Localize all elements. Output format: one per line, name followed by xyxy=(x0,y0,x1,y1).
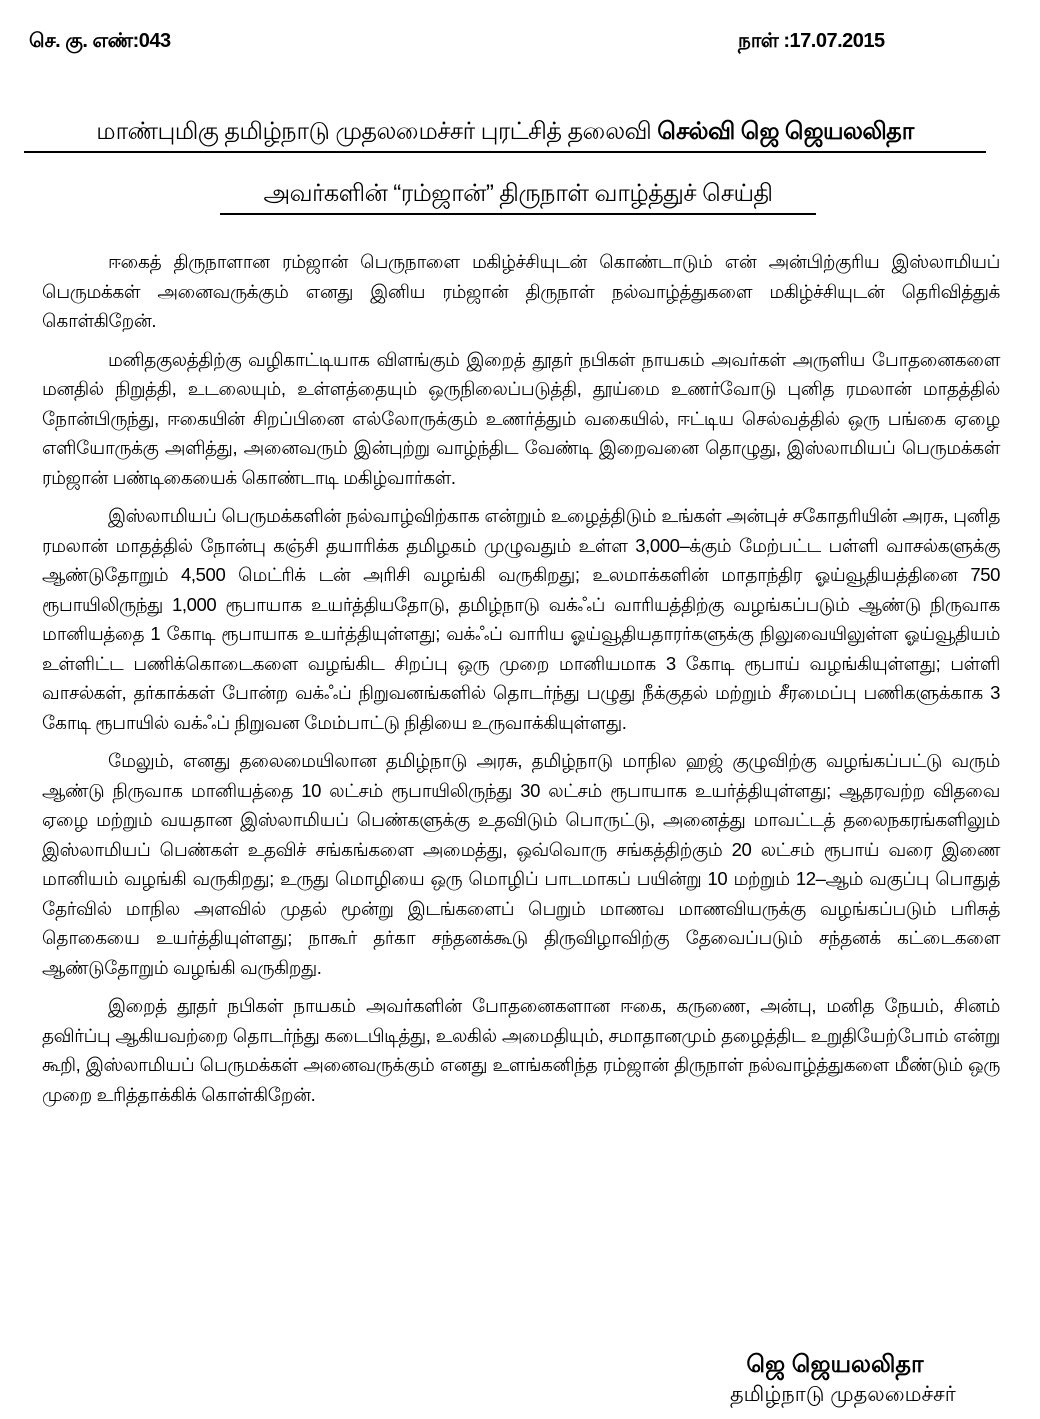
paragraph-5: இறைத் தூதர் நபிகள் நாயகம் அவர்களின் போதனைகளான ஈகை, கருணை, அன்பு, மனித நேயம், சினம் தவிர்ப்பு ஆகியவற்றை தொடர்ந்து கடைபிடித்து, உலகில் அமைதியும், சமாதானமும் தழைத்திட உறுதியேற்போம் என்று கூறி, இஸ்லாமியப் பெருமக்கள் அனைவருக்கும் எனது உளங்கனிந்த ரம்ஜான் திருநாள் நல்வாழ்த்துகளை மீண்டும் ஒரு முறை உரித்தாக்கிக் கொள்கிறேன். xyxy=(42,995,1000,1105)
signatory-name: ஜெ ஜெயலலிதா xyxy=(746,1351,924,1378)
title-line-1 xyxy=(24,116,986,153)
signature-block xyxy=(730,1350,956,1410)
document-date: நாள் :17.07.2015 xyxy=(738,30,885,52)
title-honorific: மாண்புமிகு தமிழ்நாடு முதலமைச்சர் புரட்சித் தலைவி xyxy=(96,118,658,145)
paragraph-1: ஈகைத் திருநாளான ரம்ஜான் பெருநாளை மகிழ்ச்சியுடன் கொண்டாடும் என் அன்பிற்குரிய இஸ்லாமியப் பெருமக்கள் அனைவருக்கும் எனது இனிய ரம்ஜான் திருநாள் நல்வாழ்த்துகளை மகிழ்ச்சியுடன் தெரிவித்துக் கொள்கிறேன். xyxy=(42,251,1000,331)
paragraph-3: இஸ்லாமியப் பெருமக்களின் நல்வாழ்விற்காக என்றும் உழைத்திடும் உங்கள் அன்புச் சகோதரியின் அரசு, புனித ரமலான் மாதத்தில் நோன்பு கஞ்சி தயாரிக்க தமிழகம் முழுவதும் உள்ள 3,000–க்கும் மேற்பட்ட பள்ளி வாசல்களுக்கு ஆண்டுதோறும் 4,500 மெட்ரிக் டன் அரிசி வழங்கி வருகிறது; உலமாக்களின் மாதாந்திர ஓய்வூதியத்தினை 750 ரூபாயிலிருந்து 1,000 ரூபாயாக உயர்த்தியதோடு, தமிழ்நாடு வக்ஃப் வாரியத்திற்கு வழங்கப்படும் ஆண்டு நிருவாக மானியத்தை 1 கோடி ரூபாயாக உயர்த்தியுள்ளது; வக்ஃப் வாரிய ஓய்வூதியதாரர்களுக்கு நிலுவையிலுள்ள ஓய்வூதியம் உள்ளிட்ட பணிக்கொடைகளை வழங்கிட சிறப்பு ஒரு முறை மானியமாக 3 கோடி ரூபாய் வழங்கியுள்ளது; பள்ளி வாசல்கள், தர்காக்கள் போன்ற வக்ஃப் நிறுவனங்களில் தொடர்ந்து பழுது நீக்குதல் மற்றும் சீரமைப்பு பணிகளுக்காக 3 கோடி ரூபாயில் வக்ஃப் நிறுவன மேம்பாட்டு நிதியை உருவாக்கியுள்ளது. xyxy=(42,505,1000,733)
paragraph-2: மனிதகுலத்திற்கு வழிகாட்டியாக விளங்கும் இறைத் தூதர் நபிகள் நாயகம் அவர்கள் அருளிய போதனைகளை மனதில் நிறுத்தி, உடலையும், உள்ளத்தையும் ஒருநிலைப்படுத்தி, தூய்மை உணர்வோடு புனித ரமலான் மாதத்தில் நோன்பிருந்து, ஈகையின் சிறப்பினை எல்லோருக்கும் உணர்த்தும் வகையில், ஈட்டிய செல்வத்தில் ஒரு பங்கை ஏழை எளியோருக்கு அளித்து, அனைவரும் இன்புற்று வாழ்ந்திட வேண்டி இறைவனை தொழுது, இஸ்லாமியப் பெருமக்கள் ரம்ஜான் பண்டிகையைக் கொண்டாடி மகிழ்வார்கள். xyxy=(42,348,1000,488)
signatory-designation: தமிழ்நாடு முதலமைச்சர் xyxy=(730,1383,956,1406)
title-line-2: அவர்களின் “ரம்ஜான்” திருநாள் வாழ்த்துச் செய்தி xyxy=(220,178,816,215)
message-body xyxy=(42,247,1000,1118)
paragraph-4: மேலும், எனது தலைமையிலான தமிழ்நாடு அரசு, தமிழ்நாடு மாநில ஹஜ் குழுவிற்கு வழங்கப்பட்டு வரும் ஆண்டு நிருவாக மானியத்தை 10 லட்சம் ரூபாயிலிருந்து 30 லட்சம் ரூபாயாக உயர்த்தியுள்ளது; ஆதரவற்ற விதவை ஏழை மற்றும் வயதான இஸ்லாமியப் பெண்களுக்கு உதவிடும் பொருட்டு, அனைத்து மாவட்டத் தலைநகரங்களிலும் இஸ்லாமியப் பெண்கள் உதவிச் சங்கங்களை அமைத்து, ஒவ்வொரு சங்கத்திற்கும் 20 லட்சம் ரூபாய் வரை இணை மானியம் வழங்கி வருகிறது; உருது மொழியை ஒரு மொழிப் பாடமாகப் பயின்று 10 மற்றும் 12–ஆம் வகுப்பு பொதுத் தேர்வில் மாநில அளவில் முதல் மூன்று இடங்களைப் பெறும் மாணவ மாணவியருக்கு வழங்கப்படும் பரிசுத் தொகையை உயர்த்தியுள்ளது; நாகூர் தர்கா சந்தனக்கூடு திருவிழாவிற்கு தேவைப்படும் சந்தனக் கட்டைகளை ஆண்டுதோறும் வழங்கி வருகிறது. xyxy=(42,750,1000,978)
reference-number: செ. கு. எண்:043 xyxy=(29,30,171,52)
title-name: செல்வி ஜெ ஜெயலலிதா xyxy=(657,118,914,145)
